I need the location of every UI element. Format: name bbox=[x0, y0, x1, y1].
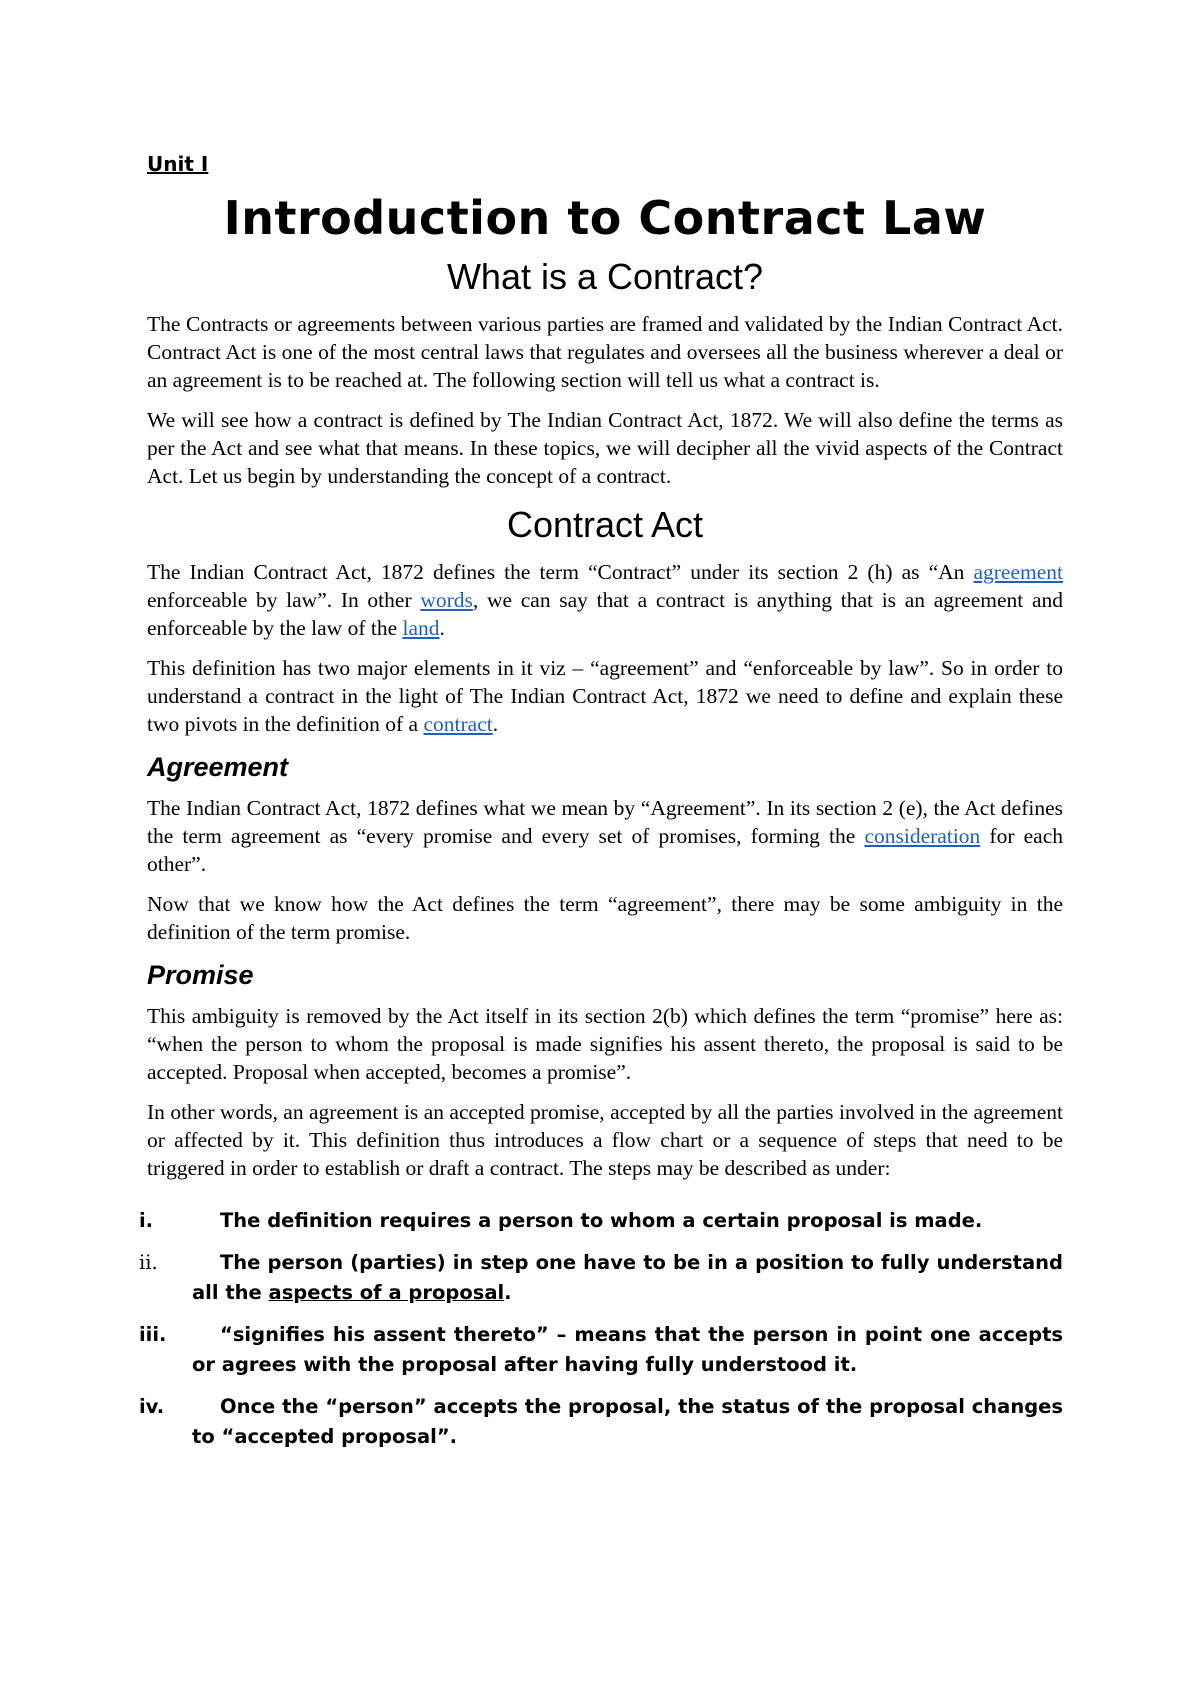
list-number: ii. bbox=[139, 1251, 158, 1274]
list-text bbox=[192, 1251, 1063, 1304]
link-consideration[interactable]: consideration bbox=[864, 824, 981, 848]
section-heading-what-is-contract: What is a Contract? bbox=[446, 256, 764, 297]
paragraph: Now that we know how the Act defines the term “agreement”, there may be some ambiguity in the definition of the term promise. bbox=[147, 892, 1063, 944]
unit-label: Unit I bbox=[147, 152, 209, 176]
list-text bbox=[192, 1395, 1063, 1448]
paragraph: In other words, an agreement is an accepted promise, accepted by all the parties involved in the agreement or affected by it. This definition thus introduces a flow chart or a sequence of steps that need to be triggered in order to establish or draft a contract. The steps may be described as under: bbox=[147, 1100, 1063, 1180]
link-contract[interactable]: contract bbox=[423, 712, 493, 736]
paragraph: This ambiguity is removed by the Act itself in its section 2(b) which defines the term “promise” here as: “when the person to whom the proposal is made signifies his assent thereto, the proposal is said to be accepted. Proposal when accepted, becomes a promise”. bbox=[147, 1004, 1063, 1084]
text-run: . bbox=[439, 616, 445, 640]
text-run: . bbox=[492, 712, 499, 736]
list-number: i. bbox=[139, 1209, 154, 1232]
list-item bbox=[139, 1392, 1063, 1452]
steps-list bbox=[139, 1206, 1063, 1452]
paragraph bbox=[147, 654, 1063, 738]
link-words[interactable]: words bbox=[420, 588, 473, 612]
text-run: . bbox=[504, 1281, 512, 1304]
text-run: for each other”. bbox=[147, 824, 1064, 876]
text-run: The person (parties) in step one have to be in a position to fully understand all the bbox=[192, 1251, 1063, 1304]
text-run: , we can say that a contract is anything that is an agreement and enforceable by the law of the bbox=[147, 588, 1063, 640]
subheading-promise: Promise bbox=[147, 960, 254, 990]
list-item bbox=[139, 1206, 1063, 1236]
document-title: Introduction to Contract Law bbox=[223, 191, 987, 245]
underlined-text: aspects of a proposal bbox=[268, 1281, 505, 1304]
list-number: iii. bbox=[139, 1323, 167, 1346]
link-agreement[interactable]: agreement bbox=[973, 560, 1063, 584]
list-item bbox=[139, 1248, 1063, 1308]
text-run: “signifies his assent thereto” – means that the person in point one accepts or agrees with the proposal after having fully understood it. bbox=[192, 1323, 1063, 1376]
paragraph: The Contracts or agreements between various parties are framed and validated by the Indian Contract Act. Contract Act is one of the most central laws that regulates and oversees all the business wherever a deal or an agreement is to be reached at. The following section will tell us what a contract is. bbox=[147, 312, 1063, 392]
text-run: Once the “person” accepts the proposal, the status of the proposal changes to “accepted proposal”. bbox=[192, 1395, 1063, 1448]
paragraph: We will see how a contract is defined by The Indian Contract Act, 1872. We will also define the terms as per the Act and see what that means. In these topics, we will decipher all the vivid aspects of the Contract Act. Let us begin by understanding the concept of a contract. bbox=[147, 408, 1063, 488]
paragraph bbox=[147, 794, 1063, 878]
section-heading-contract-act: Contract Act bbox=[506, 504, 704, 545]
text-run: This definition has two major elements in it viz – “agreement” and “enforceable by law”. So in order to understand a contract in the light of The Indian Contract Act, 1872 we need to define and explain these two pivots in the definition of a bbox=[147, 656, 1063, 736]
list-number: iv. bbox=[139, 1395, 165, 1418]
document-body bbox=[139, 150, 1064, 1464]
text-run: The Indian Contract Act, 1872 defines what we mean by “Agreement”. In its section 2 (e), the Act defines the term agreement as “every promise and every set of promises, forming the bbox=[147, 796, 1063, 848]
link-land[interactable]: land bbox=[402, 616, 440, 640]
list-text bbox=[192, 1323, 1063, 1376]
text-run: The Indian Contract Act, 1872 defines the term “Contract” under its section 2 (h) as “An bbox=[147, 560, 974, 584]
text-run: enforceable by law”. In other bbox=[147, 588, 421, 612]
subheading-agreement: Agreement bbox=[147, 752, 289, 782]
list-item bbox=[139, 1320, 1063, 1380]
text-run: The definition requires a person to whom a certain proposal is made. bbox=[220, 1209, 983, 1232]
list-text bbox=[192, 1209, 982, 1232]
paragraph bbox=[147, 558, 1063, 642]
